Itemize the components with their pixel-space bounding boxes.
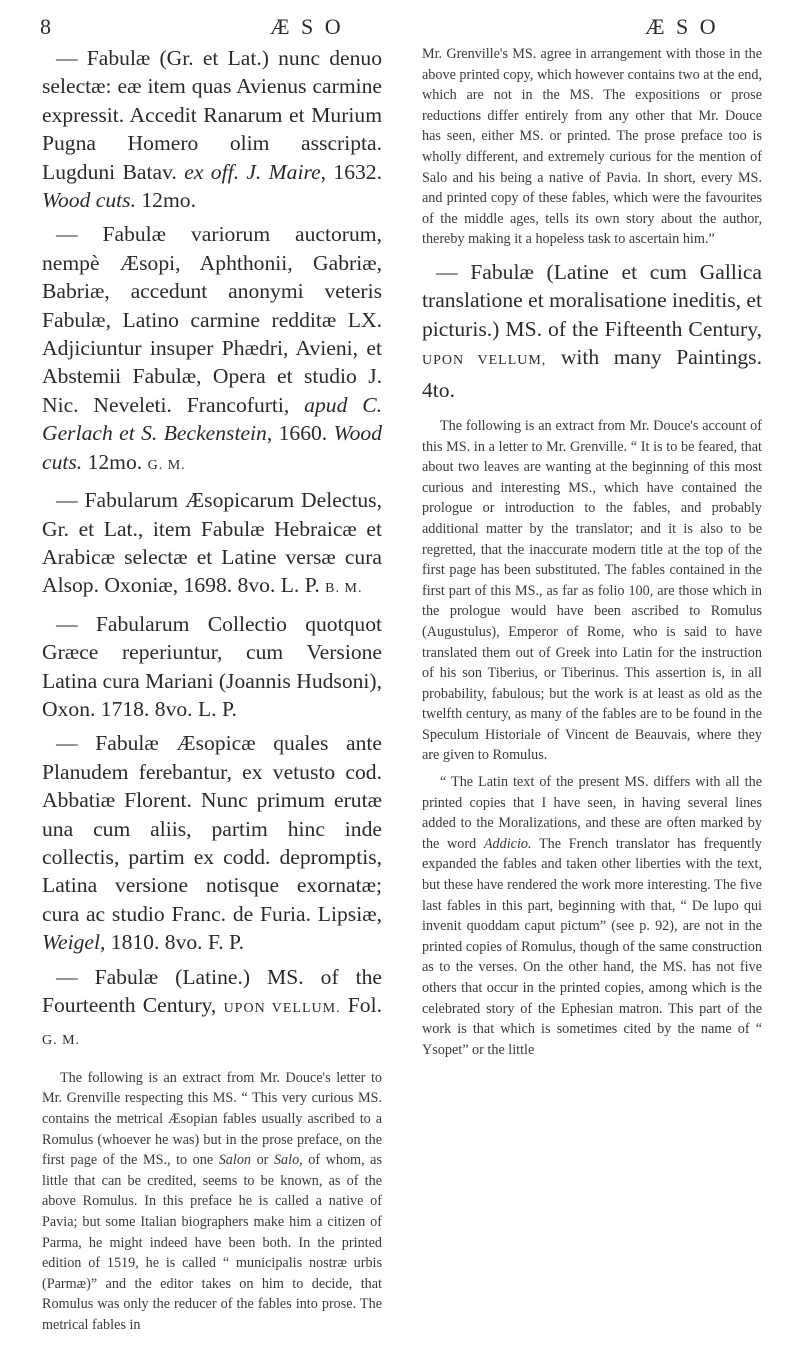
note-paragraph: The following is an extract from Mr. Douce's letter to Mr. Grenville respecting this MS. “ This very curious MS. contains the metrical Æsopian fables usually ascribed to a Romulus (whoever he was) but in the prose preface, on the first page of the MS., to one Salon or Salo, of whom, as little that can be credited, seems to be known, as of the above Romulus. In this preface he is called a native of Pavia; but some Italian biographers make him a citizen of Parma, he might indeed have been both. In the printed edition of 1519, he is called “ municipalis nostræ urbis (Parmæ)” and the editor takes on him to decide, that Romulus was only the reducer of the fables into prose. The metrical fables in xyxy=(42,1069,382,1333)
running-header xyxy=(40,12,760,44)
left-column xyxy=(42,44,382,1336)
right-column xyxy=(422,44,762,1060)
catalog-entry: — Fabulæ (Latine et cum Gallica translatione et moralisatione ineditis, et picturis.) MS. of the Fifteenth Century, UPON VELLUM, with many Paintings. 4to. xyxy=(422,259,763,402)
note-paragraph: “ The Latin text of the present MS. differs with all the printed copies that I have seen, in having several lines added to the Moralizations, and these are often marked by the word Addicio. The French translator has frequently expanded the fables and taken other liberties with the text, but these have rendered the work more interesting. The five last fables in this part, beginning with that, “ De lupo qui invenit quoddam caput pictum” (see p. 92), are not in the printed copies of Romulus, though of the same construction as to the verses. On the other hand, the MS. has not five others that occur in the printed copies, among which is the celebrated story of the Ephesian matron. This part of the work is that which is sometimes cited by the name of “ Ysopet” or the little xyxy=(422,774,762,1058)
spacer xyxy=(42,1056,382,1068)
note-paragraph: The following is an extract from Mr. Douce's account of this MS. in a letter to Mr. Grenville. “ It is to be feared, that about two leaves are wanting at the beginning of this most curious and interesting MS., which have contained the prologue or introduction to the fables, and probably additional matter by the translator; and it is also to be regretted, that the inaccurate modern title at the top of the first page has been substituted. The fables contained in the first part of this MS., as far as folio 100, are those which in the prologue would have been ascribed to Romulus (Augustulus), Emperor of Rome, who is said to have translated them out of Greek into Latin for the instruction of his son Tiberius, or Tiberinus. This assertion is, in all probability, fabulous; but the work is at least as old as the twelfth century, as many of the fables are to be found in the Speculum Historiale of Vincent de Beauvais, where they are given to Romulus. xyxy=(422,417,762,764)
spacer xyxy=(422,250,762,258)
running-title-right: Æ S O xyxy=(645,14,719,39)
catalog-entry: — Fabularum Collectio quotquot Græce reperiuntur, cum Versione Latina cura Mariani (Joannis Hudsoni), Oxon. 1718. 8vo. L. P. xyxy=(42,611,383,721)
catalog-entry: — Fabulæ (Latine.) MS. of the Fourteenth Century, UPON VELLUM. Fol. G. M. xyxy=(42,964,382,1049)
catalog-entry: — Fabularum Æsopicarum Delectus, Gr. et Lat., item Fabulæ Hebraicæ et Arabicæ selectæ et Latine versæ cura Alsop. Oxoniæ, 1698. 8vo. L. P. B. M. xyxy=(42,488,382,598)
note-block xyxy=(422,416,762,1060)
running-title-left: Æ S O xyxy=(270,14,344,39)
catalog-entry: — Fabulæ variorum auctorum, nempè Æsopi, Aphthonii, Gabriæ, Babriæ, accedunt anonymi veteris Fabulæ, Latino carmine redditæ LX. Adjiciuntur insuper Phædri, Avieni, et Abstemii Fabulæ, Opera et studio J. Nic. Neveleti. Francofurti, apud C. Gerlach et S. Beckenstein, 1660. Wood cuts. 12mo. G. M. xyxy=(42,222,383,474)
note-block xyxy=(422,44,762,250)
note-paragraph: Mr. Grenville's MS. agree in arrangement with those in the above printed copy, which however contains two at the end, which are not in the MS. The expositions or prose reductions differ entirely from any other that Mr. Douce has seen, either MS. or printed. The prose preface too is wholly different, and extremely curious for the mention of Salo and his being a native of Pavia. In short, every MS. and printed copy of these fables, which were the favourites of the middle ages, tells its own story about the author, thereby making it a hopeless task to ascertain him.” xyxy=(422,46,762,248)
catalog-entry: — Fabulæ (Gr. et Lat.) nunc denuo selectæ: eæ item quas Avienus carmine expressit. Accedit Ranarum et Murium Pugna Homero olim asscripta. Lugduni Batav. ex off. J. Maire, 1632. Wood cuts. 12mo. xyxy=(42,46,382,213)
page-number: 8 xyxy=(40,14,54,39)
note-block xyxy=(42,1068,382,1336)
spacer xyxy=(422,404,762,416)
catalog-entry: — Fabulæ Æsopicæ quales ante Planudem ferebantur, ex vetusto cod. Abbatiæ Florent. Nunc primum erutæ una cum aliis, partim hinc inde collectis, partim ex codd. depromptis, Latina versione notisque exornatæ; cura ac studio Franc. de Furia. Lipsiæ, Weigel, 1810. 8vo. F. P. xyxy=(42,731,382,955)
